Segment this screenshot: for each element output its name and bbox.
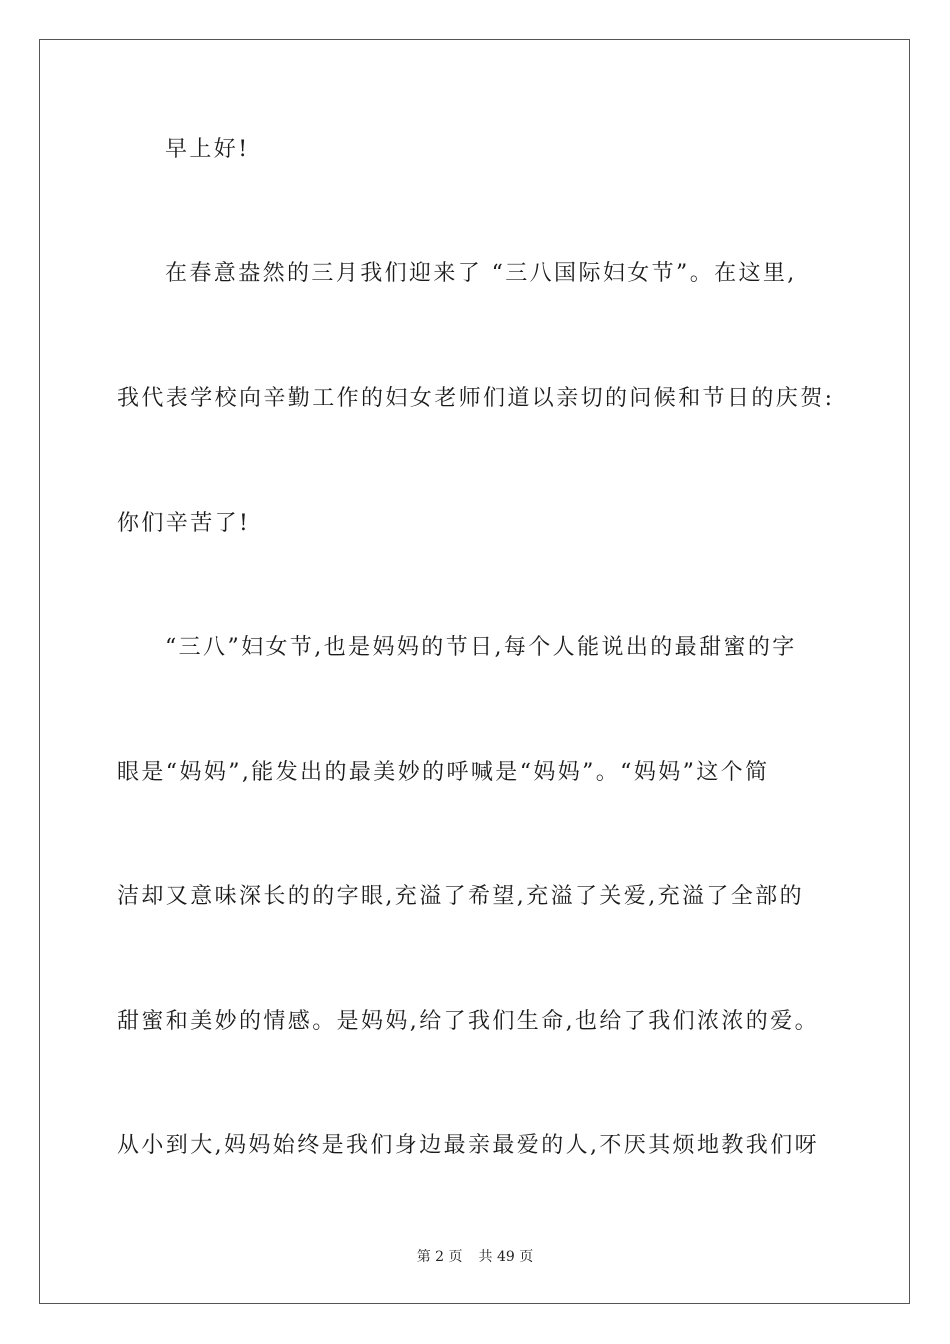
page-footer xyxy=(0,1248,950,1266)
page-number: 第 2 页 xyxy=(416,1249,463,1265)
paragraph-line: “三八”妇女节,也是妈妈的节日,每个人能说出的最甜蜜的字 xyxy=(165,635,797,660)
page-total: 共 49 页 xyxy=(478,1249,534,1265)
page-frame xyxy=(39,39,910,1304)
paragraph-line: 我代表学校向辛勤工作的妇女老师们道以亲切的问候和节日的庆贺: xyxy=(117,386,835,411)
greeting-line: 早上好! xyxy=(165,137,250,162)
paragraph-line: 你们辛苦了! xyxy=(117,511,251,536)
paragraph-line: 在春意盎然的三月我们迎来了 “三八国际妇女节”。在这里, xyxy=(165,261,797,286)
paragraph-line: 从小到大,妈妈始终是我们身边最亲最爱的人,不厌其烦地教我们呀 xyxy=(117,1133,819,1158)
paragraph-line: 眼是“妈妈”,能发出的最美妙的呼喊是“妈妈”。“妈妈”这个简 xyxy=(117,760,770,785)
paragraph-line: 洁却又意味深长的的字眼,充溢了希望,充溢了关爱,充溢了全部的 xyxy=(117,884,804,909)
paragraph-line: 甜蜜和美妙的情感。是妈妈,给了我们生命,也给了我们浓浓的爱。 xyxy=(117,1009,819,1034)
